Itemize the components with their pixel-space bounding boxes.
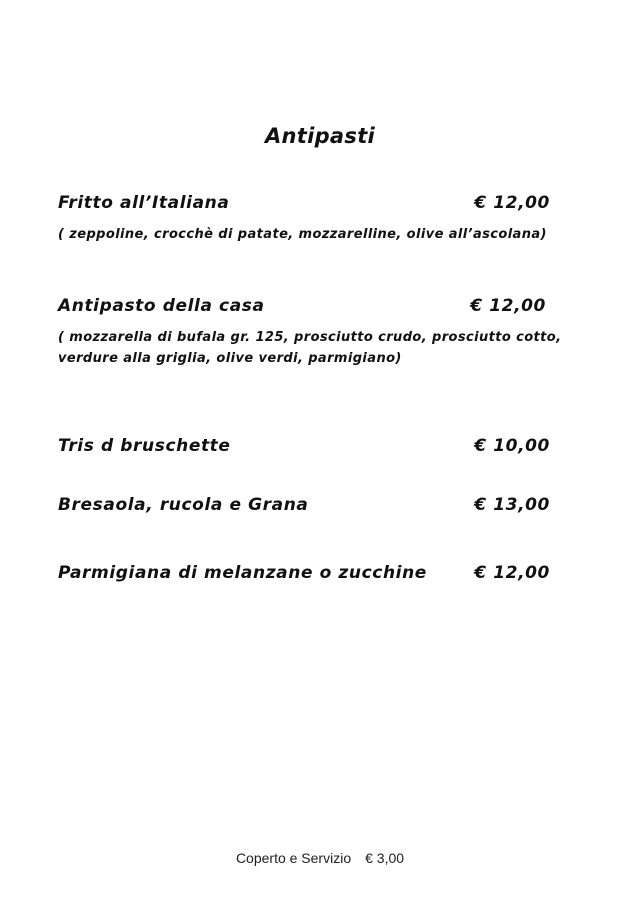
menu-item-price: € 12,00 [470, 296, 546, 316]
menu-item-price: € 13,00 [474, 495, 550, 515]
menu-item-description: ( zeppoline, crocchè di patate, mozzarelline, olive all’ascolana) [58, 227, 547, 242]
menu-item-name: Fritto all’Italiana [58, 193, 230, 213]
menu-item-price: € 12,00 [474, 193, 550, 213]
menu-item-name: Antipasto della casa [58, 296, 265, 316]
page-title: Antipasti [264, 124, 376, 148]
menu-item-price: € 12,00 [474, 563, 550, 583]
menu-item-name: Tris d bruschette [58, 436, 231, 456]
menu-item-description: ( mozzarella di bufala gr. 125, prosciutto crudo, prosciutto cotto, verdure alla griglia, olive verdi, parmigiano) [58, 330, 562, 366]
menu-item-name: Bresaola, rucola e Grana [58, 495, 309, 515]
menu-item-price: € 10,00 [474, 436, 550, 456]
menu-item-name: Parmigiana di melanzane o zucchine [58, 563, 427, 583]
footer [0, 850, 640, 866]
footer-label: Coperto e Servizio [235, 850, 352, 866]
footer-price: € 3,00 [365, 850, 405, 866]
